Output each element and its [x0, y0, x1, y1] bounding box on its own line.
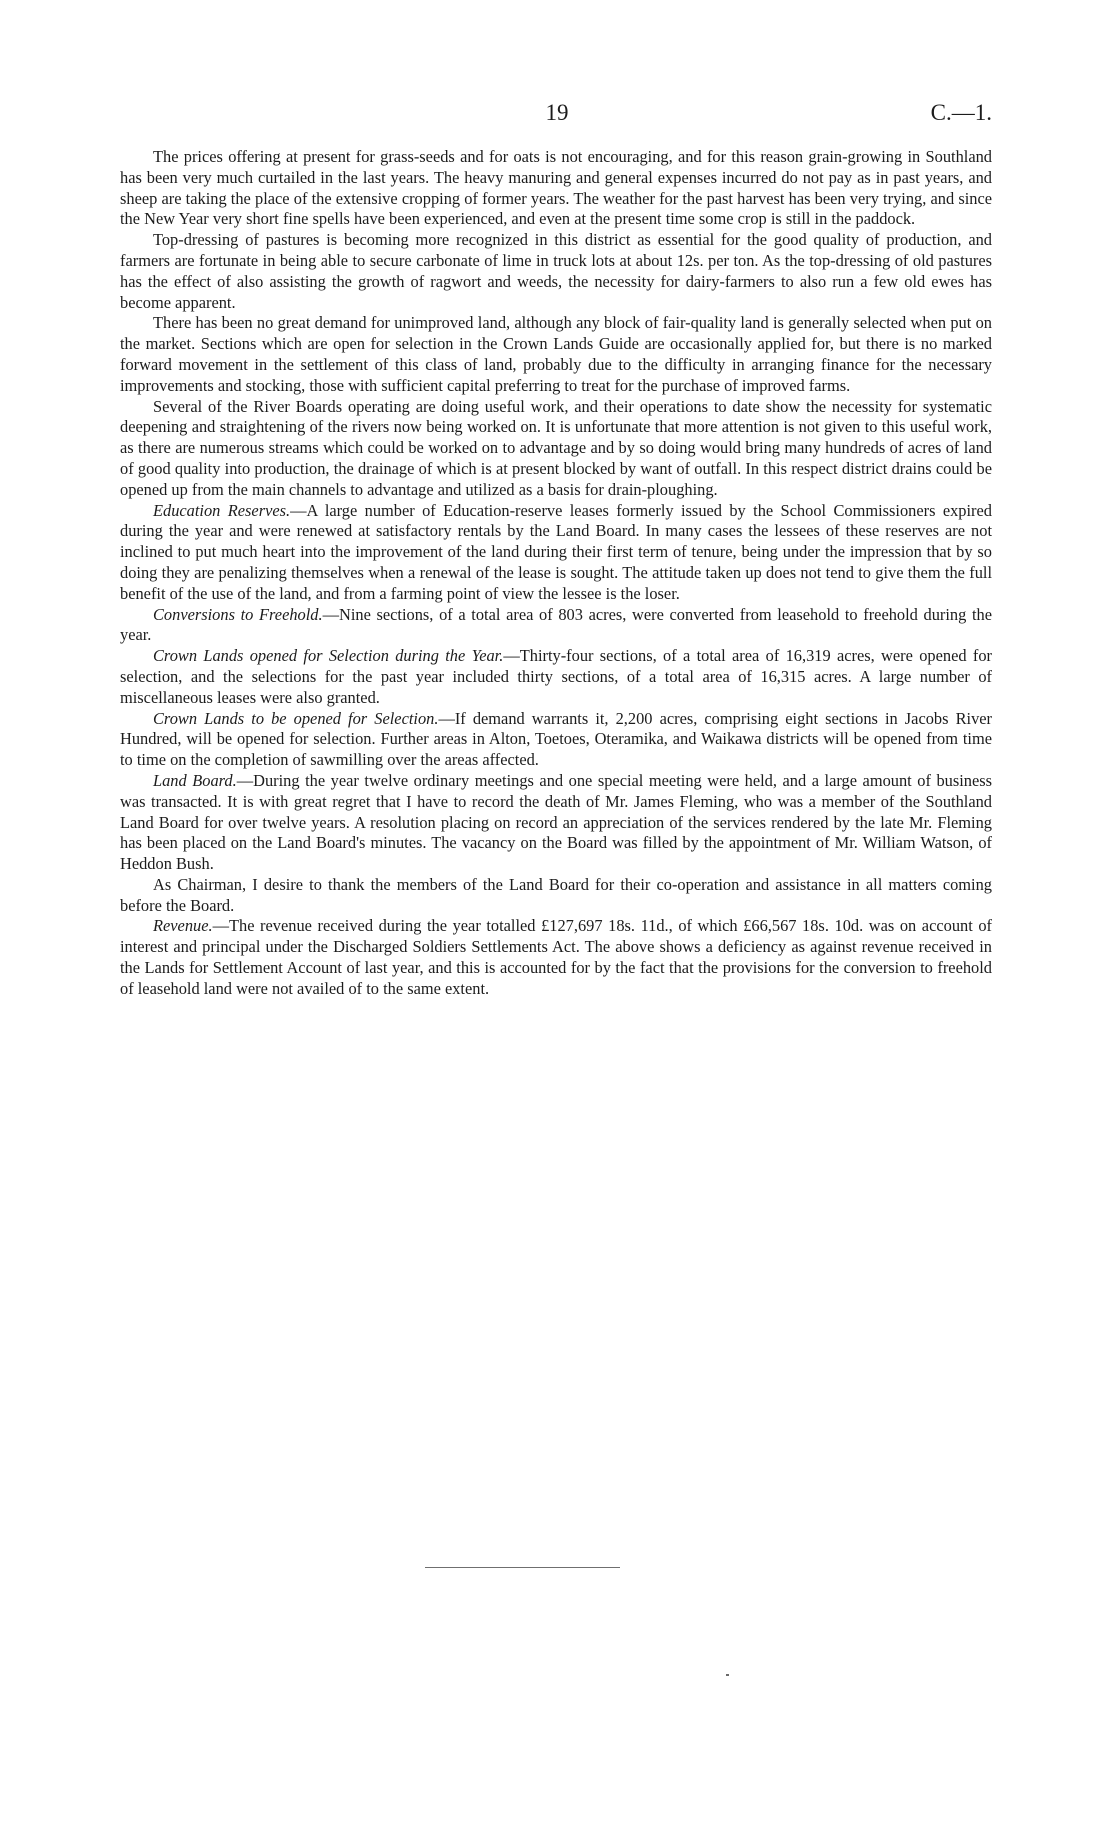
scan-speck: [726, 1674, 729, 1676]
paragraph-text: The prices offering at present for grass-seeds and for oats is not encouraging, and for this reason grain-growing in Southland has been very much curtailed in the last years. The heavy manuring and general expenses incurred do not pay as in past years, and sheep are taking the place of the extensive cropping of former years. The weather for the past harvest has been very trying, and since the New Year very short fine spells have been experienced, and even at the present time some crop is still in the paddock.: [120, 147, 992, 229]
paragraph-text: Several of the River Boards operating are doing useful work, and their operations to date show the necessity for systematic deepening and straightening of the rivers now being worked on. It is unfortunate that more attention is not given to this useful work, as there are numerous streams which could be worked on to advantage and by so doing would bring many hundreds of acres of land of good quality into production, the drainage of which is at present blocked by want of outfall. In this respect district drains could be opened up from the main channels to advantage and utilized as a basis for drain-ploughing.: [120, 396, 992, 499]
page-number: 19: [545, 100, 569, 125]
document-code: C.—1.: [930, 100, 992, 125]
paragraph-heading: Education Reserves.: [153, 500, 291, 520]
body-text: [120, 147, 992, 1000]
paragraph-heading: Crown Lands to be opened for Selection.: [153, 708, 439, 728]
paragraph-crown-lands-opened: [120, 646, 992, 708]
paragraph-river-boards: [120, 397, 992, 501]
paragraph-text: As Chairman, I desire to thank the members of the Land Board for their co-operation and assistance in all matters coming before the Board.: [120, 874, 992, 915]
paragraph-top-dressing: [120, 230, 992, 313]
section-end-rule: [425, 1567, 620, 1568]
paragraph-heading: Revenue.: [153, 916, 213, 936]
paragraph-land-board: [120, 771, 992, 875]
paragraph-heading: Conversions to Freehold.: [153, 604, 323, 624]
paragraph-education-reserves: [120, 501, 992, 605]
paragraph-revenue: [120, 916, 992, 999]
paragraph-crown-lands-to-be-opened: [120, 709, 992, 771]
paragraph-chairman-thanks: [120, 875, 992, 917]
paragraph-text: —If demand warrants it, 2,200 acres, comprising eight sections in Jacobs River Hundred, will be opened for selection. Further areas in Alton, Toetoes, Oteramika, and Waikawa districts will be opened from time to time on the completion of sawmilling over the areas affected.: [120, 708, 993, 770]
paragraph-text: Top-dressing of pastures is becoming more recognized in this district as essential for the good quality of production, and farmers are fortunate in being able to secure carbonate of lime in truck lots at about 12s. per ton. As the top-dressing of old pastures has the effect of also assisting the growth of ragwort and weeds, the necessity for dairy-farmers to also run a few old ewes has become apparent.: [120, 230, 992, 312]
page-header: [120, 100, 994, 130]
paragraph-text: —A large number of Education-reserve leases formerly issued by the School Commissioners expired during the year and were renewed at satisfactory rentals by the Land Board. In many cases the lessees of these reserves are not inclined to put much heart into the improvement of the land during their first term of tenure, being under the impression that by so doing they are penalizing themselves when a renewal of the lease is sought. The attitude taken up does not tend to give them the full benefit of the use of the land, and from a farming point of view the lessee is the loser.: [120, 500, 992, 603]
paragraph-conversions-to-freehold: [120, 605, 992, 647]
paragraph-grass-seeds: [120, 147, 992, 230]
paragraph-heading: Crown Lands opened for Selection during the Year.: [153, 646, 504, 666]
paragraph-unimproved-land: [120, 313, 992, 396]
paragraph-text: —During the year twelve ordinary meetings and one special meeting were held, and a large amount of business was transacted. It is with great regret that I have to record the death of Mr. James Fleming, who was a member of the Southland Land Board for over twelve years. A resolution placing on record an appreciation of the services rendered by the late Mr. Fleming has been placed on the Land Board's minutes. The vacancy on the Board was filled by the appointment of Mr. William Watson, of Heddon Bush.: [120, 770, 993, 874]
paragraph-text: —The revenue received during the year totalled £127,697 18s. 11d., of which £66,567 18s. 10d. was on account of interest and principal under the Discharged Soldiers Settlements Act. The above shows a deficiency as against revenue received in the Lands for Settlement Account of last year, and this is accounted for by the fact that the provisions for the conversion to freehold of leasehold land were not availed of to the same extent.: [120, 916, 992, 998]
paragraph-text: —Nine sections, of a total area of 803 acres, were converted from leasehold to freehold during the year.: [120, 604, 993, 645]
paragraph-text: There has been no great demand for unimproved land, although any block of fair-quality land is generally selected when put on the market. Sections which are open for selection in the Crown Lands Guide are occasionally applied for, but there is no marked forward movement in the settlement of this class of land, probably due to the difficulty in arranging finance for the necessary improvements and stocking, those with sufficient capital preferring to treat for the purchase of improved farms.: [120, 313, 992, 395]
paragraph-heading: Land Board.: [153, 770, 237, 790]
paragraph-text: —Thirty-four sections, of a total area of 16,319 acres, were opened for selection, and the selections for the past year included thirty sections, of a total area of 16,315 acres. A large number of miscellaneous leases were also granted.: [120, 646, 992, 707]
